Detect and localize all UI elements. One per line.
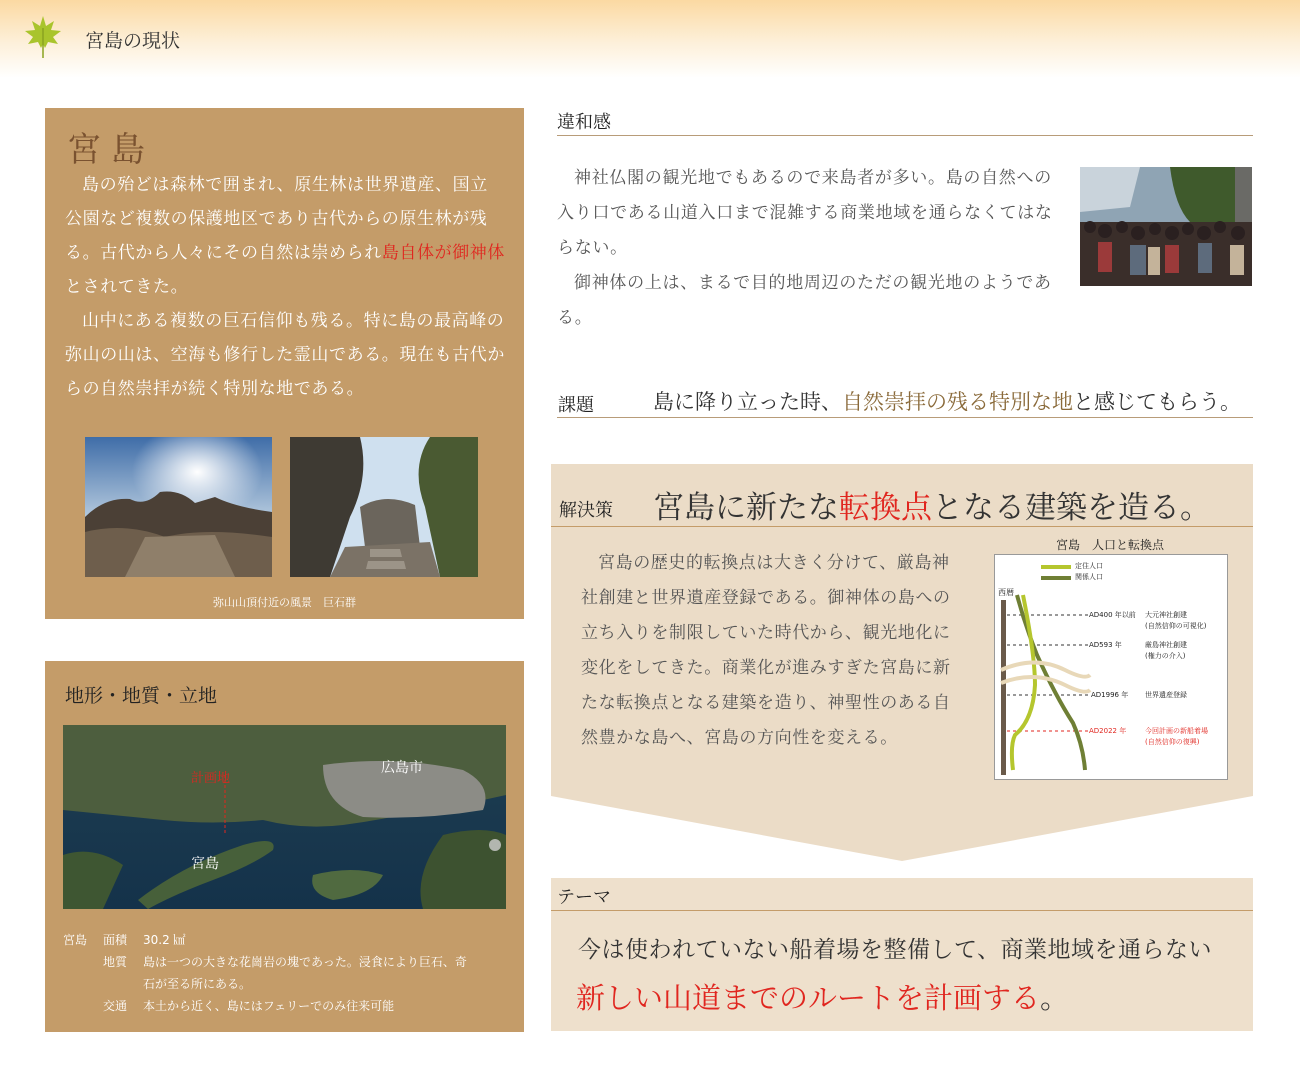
divider [557, 417, 1253, 418]
theme-line-2 [576, 976, 1069, 1017]
event-label: 厳島神社創建 [1145, 641, 1187, 649]
map-label-site: 計画地 [191, 771, 231, 786]
solution-title-before: 宮島に新たな [653, 490, 839, 526]
terrain-title: 地形・地質・立地 [65, 685, 218, 707]
info-row [63, 929, 498, 951]
info-value: 本土から近く、島にはフェリーでのみ往来可能 [143, 999, 395, 1013]
iwakan-heading: 違和感 [557, 112, 611, 133]
divider [551, 526, 1253, 527]
iwakan-p2: 御神体の上は、まるで目的地周辺のただの観光地のようである。 [557, 273, 1052, 328]
event-year: AD593 年 [1089, 641, 1122, 649]
legend-resident: 定住人口 [1075, 562, 1103, 570]
crowd-photo [1080, 167, 1252, 286]
theme-heading: テーマ [557, 887, 611, 908]
terrain-info-table [63, 929, 498, 1017]
solution-title [653, 482, 1211, 527]
map-label-island: 宮島 [191, 856, 219, 872]
axis-label: 西暦 [998, 588, 1014, 597]
theme-line-1: 今は使われていない船着場を整備して、商業地域を通らない [578, 937, 1213, 963]
miyajima-panel [45, 108, 524, 619]
solution-body: 宮島の歴史的転換点は大きく分けて、厳島神社創建と世界遺産登録である。御神体の島への立ち入りを制限していた時代から、観光地化に変化をしてきた。商業化が進みすぎた宮島に新たな転換点となる建築を造り、神聖性のある自然豊かな島へ、宮島の方向性を変える。 [581, 553, 951, 748]
giant-rocks-photo [290, 437, 478, 577]
divider [551, 910, 1253, 911]
event-label: 大元神社創建 [1145, 611, 1187, 619]
kadai-after: と感じてもらう。 [1073, 390, 1241, 414]
terrain-panel [45, 661, 524, 1032]
info-value: 島は一つの大きな花崗岩の塊であった。浸食により巨石、奇 [143, 955, 467, 969]
iwakan-p1: 神社仏閣の観光地でもあるので来島者が多い。島の自然への入り口である山道入口まで混雑する商業地域を通らなくてはならない。 [557, 168, 1053, 258]
kadai-heading: 課題 [558, 395, 594, 416]
miyajima-highlight: 島自体が御神体 [381, 243, 506, 263]
miyajima-title: 宮島 [67, 130, 155, 170]
info-row [63, 995, 498, 1017]
event-label: 今回計画の新船着場 [1145, 727, 1208, 735]
event-sub: (自然信仰の復興) [1145, 738, 1200, 746]
event-sub: (権力の介入) [1145, 652, 1186, 660]
event-label: 世界遺産登録 [1145, 691, 1187, 699]
info-key: 面積 [103, 933, 128, 947]
info-subject [63, 973, 103, 995]
info-row [63, 973, 498, 995]
event-year: AD1996 年 [1091, 691, 1129, 699]
photos-caption: 弥山山頂付近の風景 巨石群 [213, 596, 356, 609]
event-year: AD400 年以前 [1089, 611, 1136, 619]
info-key: 交通 [103, 999, 128, 1013]
info-row [63, 951, 498, 973]
solution-text [581, 546, 966, 756]
page-header [0, 0, 1300, 78]
info-key: 地質 [103, 955, 128, 969]
aerial-map [63, 725, 506, 909]
divider [557, 135, 1253, 136]
population-diagram [994, 554, 1228, 780]
event-year: AD2022 年 [1089, 727, 1127, 735]
info-subject: 宮島 [63, 933, 88, 947]
kadai-text [653, 386, 1241, 416]
theme-line-2-end: 。 [1040, 981, 1070, 1015]
info-key [103, 973, 143, 995]
iwakan-text [557, 161, 1057, 336]
info-subject [63, 951, 103, 973]
misen-summit-photo [85, 437, 272, 577]
miyajima-p1-text: 島の殆どは森林で囲まれ、原生林は世界遺産、国立公園など複数の保護地区であり古代からの原生林が残る。古代から人々にその自然は崇められ [65, 175, 488, 263]
page-title: 宮島の現状 [85, 30, 181, 52]
info-value: 石が至る所にある。 [143, 977, 252, 991]
miyajima-p2: 山中にある複数の巨石信仰も残る。特に島の最高峰の弥山の山は、空海も修行した霊山である。現在も古代からの自然崇拝が続く特別な地である。 [65, 311, 505, 399]
solution-title-highlight: 転換点 [839, 490, 932, 526]
map-label-city: 広島市 [381, 760, 423, 776]
miyajima-description [65, 168, 505, 406]
maple-leaf-icon [24, 14, 62, 64]
solution-heading: 解決策 [559, 500, 613, 521]
legend-related: 関係人口 [1075, 573, 1103, 581]
solution-title-after: となる建築を造る。 [932, 490, 1211, 526]
diagram-title: 宮島 人口と転換点 [1055, 538, 1164, 552]
event-sub: (自然信仰の可視化) [1145, 622, 1207, 630]
theme-highlight: 新しい山道までのルートを計画する [576, 981, 1041, 1015]
kadai-highlight: 自然崇拝の残る特別な地 [842, 390, 1073, 414]
info-subject [63, 995, 103, 1017]
miyajima-p1-end: とされてきた。 [65, 277, 189, 297]
info-value: 30.2 ㎢ [143, 933, 186, 947]
kadai-before: 島に降り立った時、 [653, 390, 842, 414]
